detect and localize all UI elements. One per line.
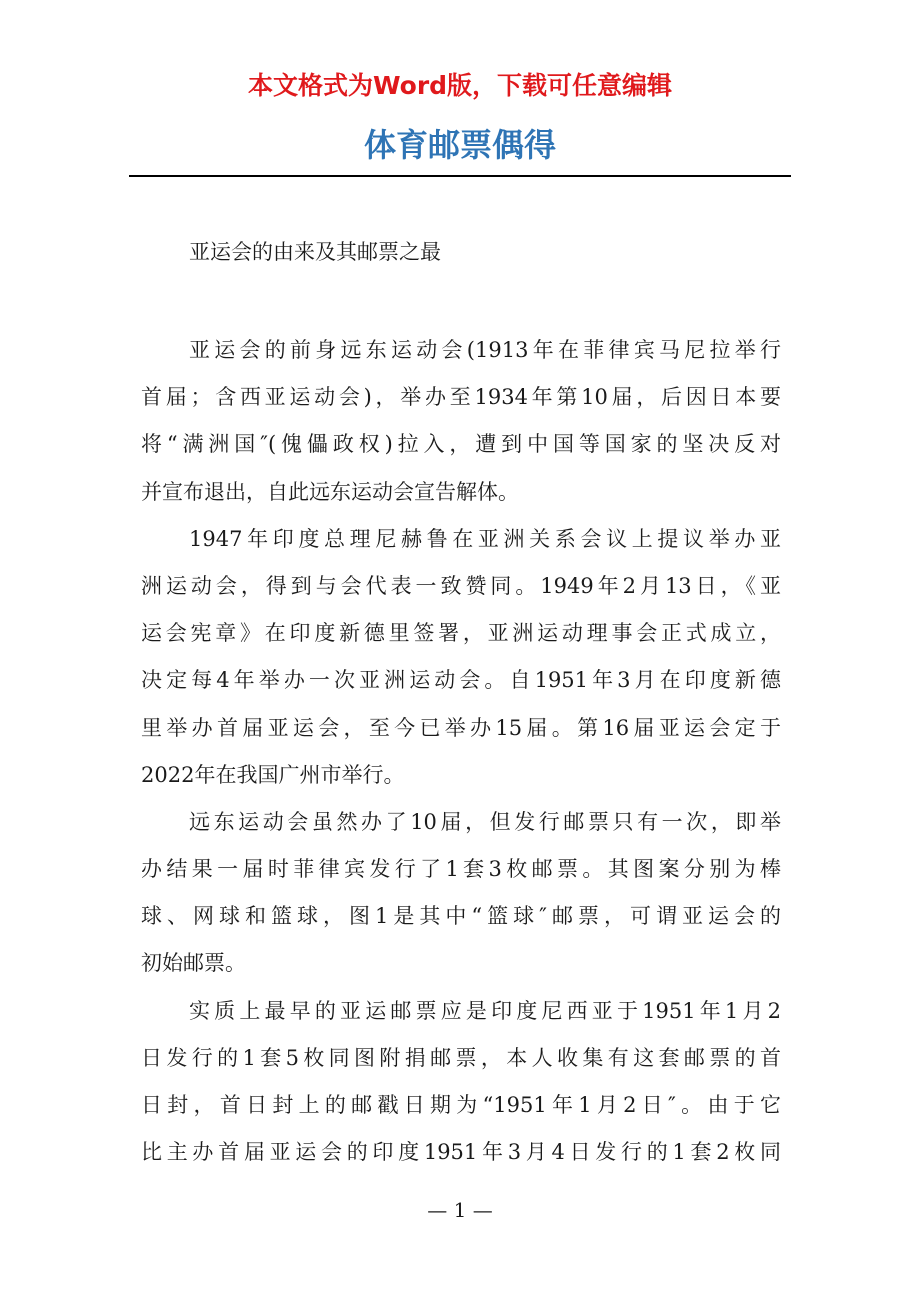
text-line: 日封，首日封上的邮戳日期为“1951年1月2日″。由于它 [141,1093,781,1117]
text-line: 2022年在我国广州市举行。 [141,762,405,787]
text-line: 将“满洲国″(傀儡政权)拉入，遭到中国等国家的坚决反对 [141,432,781,457]
title-divider [129,175,791,177]
text-line: 初始邮票。 [141,951,246,976]
text-line: 办结果一届时菲律宾发行了1套3枚邮票。其图案分别为棒 [141,857,781,882]
paragraph [141,327,781,516]
page-number: — 1 — [427,1198,493,1222]
paragraph [141,516,781,799]
text-line: 远东运动会虽然办了10届，但发行邮票只有一次，即举 [189,809,781,834]
article-subtitle: 亚运会的由来及其邮票之最 [189,240,441,264]
text-line: 首届；含西亚运动会)，举办至1934年第10届，后因日本要 [141,385,781,410]
text-line: 运会宪章》在印度新德里签署，亚洲运动理事会正式成立， [141,621,781,646]
text-line: 并宣布退出，自此远东运动会宣告解体。 [141,479,519,504]
text-line: 亚运会的前身远东运动会(1913年在菲律宾马尼拉举行 [189,338,781,362]
text-line: 决定每4年举办一次亚洲运动会。自1951年3月在印度新德 [141,668,781,693]
text-line: 比主办首届亚运会的印度1951年3月4日发行的1套2枚同 [141,1140,781,1165]
text-line: 里举办首届亚运会，至今已举办15届。第16届亚运会定于 [141,715,781,740]
text-line: 洲运动会，得到与会代表一致赞同。1949年2月13日，《亚 [141,573,781,598]
text-line: 球、网球和篮球，图1是其中“篮球″邮票，可谓亚运会的 [141,904,781,929]
text-line: 1947年印度总理尼赫鲁在亚洲关系会议上提议举办亚 [189,526,781,551]
text-line: 实质上最早的亚运邮票应是印度尼西亚于1951年1月2 [189,998,781,1023]
document-title: 体育邮票偶得 [363,126,556,164]
paragraph [141,799,781,988]
article-body [141,327,781,1176]
paragraph [141,988,781,1177]
text-line: 日发行的1套5枚同图附捐邮票，本人收集有这套邮票的首 [141,1045,781,1070]
format-notice-banner: 本文格式为Word版，下载可任意编辑 [247,71,673,100]
